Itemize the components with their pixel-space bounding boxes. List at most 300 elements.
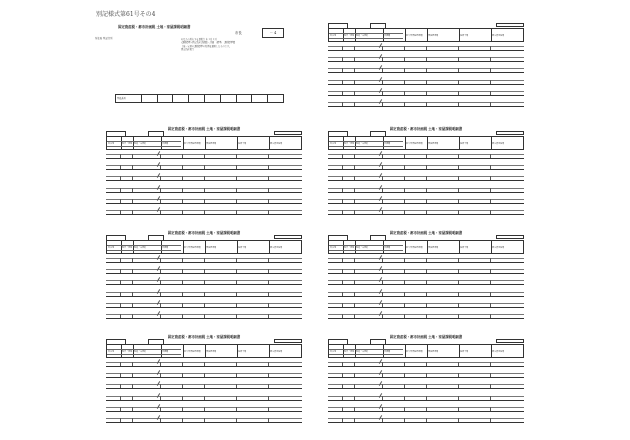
- notice-line: 土地・家屋の課税標準の特例を適用したものです。: [181, 44, 232, 48]
- record-divider: [328, 180, 524, 182]
- column-tick: [160, 314, 161, 318]
- column-tick: [160, 258, 161, 262]
- table-header: [106, 136, 302, 150]
- column-tick: [182, 165, 183, 169]
- column-tick: [160, 199, 161, 203]
- column-tick: [342, 154, 343, 158]
- header-label-tax-amount: 固定資産税額: [270, 351, 283, 353]
- table-header: [328, 344, 524, 358]
- header-label-location: 所在地: [108, 143, 115, 145]
- column-tick: [204, 303, 205, 307]
- column-tick: [268, 199, 269, 203]
- column-tick: [404, 188, 405, 192]
- column-tick: [382, 396, 383, 400]
- column-tick: [458, 258, 459, 262]
- column-tick: [236, 210, 237, 214]
- column-tick: [458, 68, 459, 72]
- column-tick: [490, 80, 491, 84]
- header-label-base-prev: 前年度課税標準額: [406, 143, 423, 145]
- record-divider: [328, 273, 524, 275]
- column-tick: [404, 362, 405, 366]
- column-tick: [342, 91, 343, 95]
- column-tick: [382, 68, 383, 72]
- column-tick: [268, 269, 269, 273]
- record-divider: [328, 158, 524, 160]
- column-tick: [354, 280, 355, 284]
- record-divider: [328, 296, 524, 298]
- column-tick: [458, 314, 459, 318]
- notice-text: [181, 38, 299, 51]
- column-tick: [354, 46, 355, 50]
- header-label-tax-amount: 固定資産税額: [492, 35, 505, 37]
- column-tick: [160, 176, 161, 180]
- column-tick: [404, 418, 405, 422]
- column-tick: [236, 384, 237, 388]
- column-tick: [204, 384, 205, 388]
- header-label-base-prev: 前年度課税標準額: [184, 143, 201, 145]
- column-tick: [404, 292, 405, 296]
- column-tick: [354, 303, 355, 307]
- column-tick: [458, 46, 459, 50]
- sheet-number-box: [496, 339, 524, 343]
- column-tick: [426, 68, 427, 72]
- column-tick: [382, 407, 383, 411]
- column-tick: [236, 303, 237, 307]
- column-tick: [132, 269, 133, 273]
- column-tick: [120, 418, 121, 422]
- column-tick: [236, 418, 237, 422]
- header-label-tax: 税相当額: [238, 247, 247, 249]
- column-tick: [182, 384, 183, 388]
- column-tick: [120, 292, 121, 296]
- record-divider: [328, 262, 524, 264]
- column-tick: [120, 407, 121, 411]
- column-tick: [404, 176, 405, 180]
- column-tick: [132, 418, 133, 422]
- column-tick: [204, 188, 205, 192]
- header-label-value: 評価額: [384, 35, 391, 37]
- column-tick: [490, 210, 491, 214]
- column-tick: [132, 210, 133, 214]
- registration-cell: [141, 95, 157, 102]
- registration-cell: [236, 95, 252, 102]
- header-label-tax: 税相当額: [460, 35, 469, 37]
- sheet-number-box: [496, 131, 524, 135]
- column-tick: [268, 280, 269, 284]
- form-title: 固定資産税・都市計画税 土地・家屋課税明細書: [167, 231, 241, 235]
- column-tick: [490, 258, 491, 262]
- column-tick: [204, 199, 205, 203]
- column-tick: [268, 188, 269, 192]
- record-divider: [328, 192, 524, 194]
- column-tick: [426, 373, 427, 377]
- column-tick: [382, 57, 383, 61]
- column-tick: [236, 314, 237, 318]
- column-tick: [426, 303, 427, 307]
- column-tick: [342, 258, 343, 262]
- column-tick: [132, 396, 133, 400]
- record-divider: [106, 158, 302, 160]
- column-tick: [426, 258, 427, 262]
- column-tick: [120, 176, 121, 180]
- header-label-area: 地積・床面積: [356, 247, 369, 249]
- header-label-base: 課税標準額: [428, 143, 439, 145]
- record-divider: [106, 307, 302, 309]
- column-tick: [268, 176, 269, 180]
- column-tick: [204, 154, 205, 158]
- column-tick: [354, 176, 355, 180]
- column-tick: [342, 165, 343, 169]
- column-tick: [382, 258, 383, 262]
- column-tick: [382, 188, 383, 192]
- record-divider: [106, 169, 302, 171]
- column-tick: [182, 418, 183, 422]
- record-divider: [106, 388, 302, 390]
- column-tick: [458, 269, 459, 273]
- record-divider: [106, 318, 302, 320]
- header-label-area: 地積・床面積: [134, 143, 147, 145]
- column-tick: [458, 362, 459, 366]
- column-tick: [120, 362, 121, 366]
- header-label-value: 評価額: [384, 143, 391, 145]
- column-tick: [382, 418, 383, 422]
- statement-form: [106, 126, 302, 226]
- column-tick: [382, 362, 383, 366]
- column-tick: [382, 280, 383, 284]
- header-label-area: 地積・床面積: [356, 143, 369, 145]
- header-label-value: 評価額: [162, 351, 169, 353]
- column-tick: [458, 303, 459, 307]
- column-tick: [132, 292, 133, 296]
- column-tick: [342, 280, 343, 284]
- column-tick: [204, 258, 205, 262]
- column-tick: [382, 199, 383, 203]
- statement-form: [328, 126, 524, 226]
- column-tick: [426, 176, 427, 180]
- header-label-base: 課税標準額: [206, 143, 217, 145]
- column-tick: [182, 176, 183, 180]
- column-tick: [490, 407, 491, 411]
- column-tick: [160, 280, 161, 284]
- column-tick: [182, 292, 183, 296]
- column-tick: [132, 373, 133, 377]
- column-tick: [426, 384, 427, 388]
- column-tick: [404, 210, 405, 214]
- column-tick: [354, 314, 355, 318]
- column-tick: [458, 396, 459, 400]
- column-tick: [490, 102, 491, 106]
- column-tick: [426, 80, 427, 84]
- column-tick: [382, 165, 383, 169]
- column-tick: [354, 154, 355, 158]
- header-label-tax: 税相当額: [238, 351, 247, 353]
- column-tick: [458, 80, 459, 84]
- column-tick: [132, 280, 133, 284]
- record-divider: [106, 296, 302, 298]
- column-tick: [120, 188, 121, 192]
- column-tick: [426, 154, 427, 158]
- header-label-tax: 税相当額: [460, 351, 469, 353]
- column-tick: [490, 154, 491, 158]
- statement-form: [328, 230, 524, 330]
- record-divider: [328, 214, 524, 216]
- column-tick: [404, 102, 405, 106]
- column-tick: [490, 362, 491, 366]
- statement-form: [328, 22, 524, 122]
- header-label-tax-amount: 固定資産税額: [270, 143, 283, 145]
- column-tick: [404, 57, 405, 61]
- header-label-category: 地目・種類: [344, 247, 355, 249]
- column-tick: [268, 303, 269, 307]
- registration-cell: [157, 95, 173, 102]
- column-tick: [404, 384, 405, 388]
- column-tick: [426, 269, 427, 273]
- header-label-location: 所在地: [330, 143, 337, 145]
- column-tick: [426, 362, 427, 366]
- sheet-number-box: [274, 235, 302, 239]
- registration-cell: [251, 95, 267, 102]
- record-divider: [328, 307, 524, 309]
- column-tick: [342, 269, 343, 273]
- header-label-category: 地目・種類: [122, 143, 133, 145]
- table-header: [106, 344, 302, 358]
- column-tick: [342, 292, 343, 296]
- column-tick: [490, 269, 491, 273]
- column-tick: [490, 280, 491, 284]
- column-tick: [120, 199, 121, 203]
- header-label-area: 地積・床面積: [134, 351, 147, 353]
- column-tick: [354, 407, 355, 411]
- column-tick: [268, 396, 269, 400]
- column-tick: [382, 314, 383, 318]
- column-tick: [490, 57, 491, 61]
- header-label-base-prev: 前年度課税標準額: [184, 351, 201, 353]
- column-tick: [160, 396, 161, 400]
- header-label-tax: 税相当額: [460, 143, 469, 145]
- column-tick: [426, 280, 427, 284]
- column-tick: [404, 258, 405, 262]
- column-tick: [458, 165, 459, 169]
- statement-form: [328, 334, 524, 434]
- column-tick: [404, 303, 405, 307]
- header-label-location: 所在地: [330, 35, 337, 37]
- record-divider: [328, 388, 524, 390]
- column-tick: [382, 292, 383, 296]
- column-tick: [404, 373, 405, 377]
- column-tick: [268, 407, 269, 411]
- column-tick: [204, 407, 205, 411]
- record-divider: [328, 169, 524, 171]
- column-tick: [160, 303, 161, 307]
- column-tick: [160, 384, 161, 388]
- column-tick: [342, 102, 343, 106]
- header-label-category: 地目・種類: [122, 247, 133, 249]
- column-tick: [160, 210, 161, 214]
- column-tick: [490, 176, 491, 180]
- column-tick: [354, 362, 355, 366]
- column-tick: [354, 199, 355, 203]
- notice-line: 固定資産税等: [181, 47, 195, 51]
- record-divider: [106, 203, 302, 205]
- record-divider: [328, 377, 524, 379]
- column-tick: [204, 269, 205, 273]
- record-divider: [328, 400, 524, 402]
- column-tick: [458, 210, 459, 214]
- column-tick: [458, 102, 459, 106]
- column-tick: [490, 314, 491, 318]
- column-tick: [490, 396, 491, 400]
- column-tick: [490, 384, 491, 388]
- column-tick: [204, 418, 205, 422]
- record-divider: [328, 95, 524, 97]
- column-tick: [426, 165, 427, 169]
- column-tick: [160, 292, 161, 296]
- header-label-location: 所在地: [330, 247, 337, 249]
- column-tick: [490, 373, 491, 377]
- column-tick: [458, 384, 459, 388]
- column-tick: [354, 68, 355, 72]
- column-tick: [354, 80, 355, 84]
- column-tick: [268, 292, 269, 296]
- column-tick: [382, 303, 383, 307]
- column-tick: [268, 165, 269, 169]
- column-tick: [342, 210, 343, 214]
- sheet-number-box: [274, 131, 302, 135]
- header-label-area: 地積・床面積: [356, 35, 369, 37]
- table-header: [328, 28, 524, 42]
- column-tick: [204, 165, 205, 169]
- column-tick: [160, 165, 161, 169]
- column-tick: [182, 269, 183, 273]
- column-tick: [458, 292, 459, 296]
- header-label-tax: 税相当額: [238, 143, 247, 145]
- column-tick: [120, 280, 121, 284]
- header-label-tax-amount: 固定資産税額: [270, 247, 283, 249]
- column-tick: [490, 91, 491, 95]
- column-tick: [342, 199, 343, 203]
- statement-form: [106, 230, 302, 330]
- column-tick: [342, 46, 343, 50]
- registration-cell: [188, 95, 204, 102]
- column-tick: [268, 258, 269, 262]
- cover-title: 固定資産税・都市計画税 土地・家屋課税明細書: [118, 25, 191, 29]
- column-tick: [204, 314, 205, 318]
- column-tick: [404, 91, 405, 95]
- header-label-base: 課税標準額: [428, 247, 439, 249]
- column-tick: [382, 46, 383, 50]
- column-tick: [120, 303, 121, 307]
- column-tick: [204, 362, 205, 366]
- column-tick: [382, 176, 383, 180]
- column-tick: [160, 407, 161, 411]
- registration-strip: [115, 94, 284, 103]
- registration-cell: [267, 95, 283, 102]
- column-tick: [404, 199, 405, 203]
- column-tick: [382, 91, 383, 95]
- column-tick: [182, 362, 183, 366]
- column-tick: [458, 373, 459, 377]
- table-header: [106, 240, 302, 254]
- column-tick: [342, 407, 343, 411]
- column-tick: [426, 57, 427, 61]
- header-label-location: 所在地: [330, 351, 337, 353]
- column-tick: [132, 154, 133, 158]
- column-tick: [182, 199, 183, 203]
- column-tick: [342, 384, 343, 388]
- column-tick: [382, 210, 383, 214]
- column-tick: [268, 418, 269, 422]
- column-tick: [404, 80, 405, 84]
- column-tick: [490, 418, 491, 422]
- header-label-base-prev: 前年度課税標準額: [406, 247, 423, 249]
- record-divider: [106, 262, 302, 264]
- column-tick: [132, 165, 133, 169]
- form-title: 固定資産税・都市計画税 土地・家屋課税明細書: [167, 335, 241, 339]
- column-tick: [490, 199, 491, 203]
- header-label-value: 評価額: [162, 247, 169, 249]
- record-divider: [106, 377, 302, 379]
- column-tick: [120, 210, 121, 214]
- column-tick: [354, 292, 355, 296]
- column-tick: [268, 210, 269, 214]
- form-title: 固定資産税・都市計画税 土地・家屋課税明細書: [389, 335, 463, 339]
- column-tick: [458, 176, 459, 180]
- column-tick: [404, 280, 405, 284]
- header-label-base-prev: 前年度課税標準額: [406, 351, 423, 353]
- header-label-base: 課税標準額: [428, 35, 439, 37]
- column-tick: [160, 373, 161, 377]
- column-tick: [342, 176, 343, 180]
- column-tick: [132, 384, 133, 388]
- header-label-base-prev: 前年度課税標準額: [184, 247, 201, 249]
- column-tick: [182, 258, 183, 262]
- record-divider: [106, 192, 302, 194]
- column-tick: [342, 80, 343, 84]
- header-label-value: 評価額: [384, 351, 391, 353]
- column-tick: [120, 258, 121, 262]
- page-label: 別記様式第61号その4: [96, 11, 156, 18]
- column-tick: [426, 314, 427, 318]
- column-tick: [268, 373, 269, 377]
- registration-cell: [220, 95, 236, 102]
- column-tick: [342, 373, 343, 377]
- column-tick: [382, 373, 383, 377]
- column-tick: [342, 68, 343, 72]
- statement-form: [106, 334, 302, 434]
- header-label-tax-amount: 固定資産税額: [492, 351, 505, 353]
- column-tick: [354, 57, 355, 61]
- column-tick: [490, 46, 491, 50]
- column-tick: [182, 407, 183, 411]
- column-tick: [458, 188, 459, 192]
- column-tick: [182, 210, 183, 214]
- column-tick: [204, 210, 205, 214]
- column-tick: [132, 362, 133, 366]
- record-divider: [106, 180, 302, 182]
- column-tick: [382, 102, 383, 106]
- column-tick: [458, 199, 459, 203]
- column-tick: [458, 280, 459, 284]
- column-tick: [426, 199, 427, 203]
- column-tick: [404, 68, 405, 72]
- column-tick: [382, 80, 383, 84]
- column-tick: [120, 373, 121, 377]
- column-tick: [236, 280, 237, 284]
- column-tick: [236, 407, 237, 411]
- column-tick: [236, 269, 237, 273]
- sheet-number-box: [274, 339, 302, 343]
- column-tick: [236, 199, 237, 203]
